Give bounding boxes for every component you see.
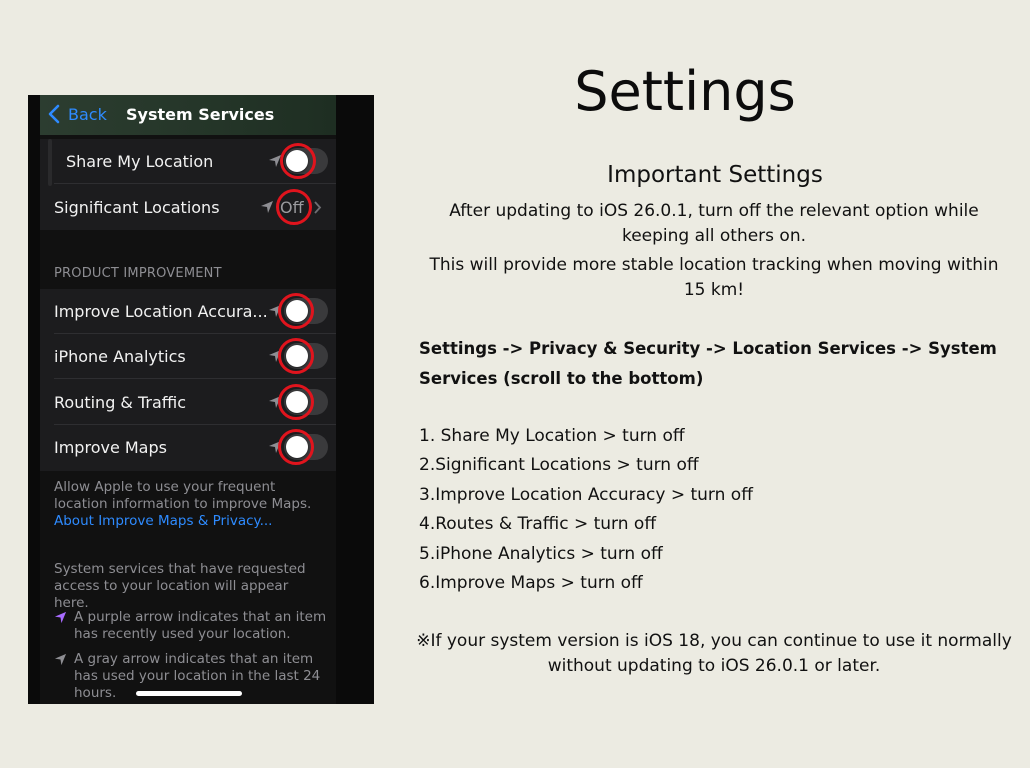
section-header: PRODUCT IMPROVEMENT	[54, 266, 222, 281]
purple-arrow-icon	[54, 611, 67, 624]
slide-title: Settings	[574, 60, 796, 123]
footer-text: Allow Apple to use your frequent location information to improve Maps.	[54, 479, 312, 512]
improve-location-accuracy-row[interactable]	[40, 289, 336, 334]
highlight-circle	[280, 143, 316, 179]
step-item: 3.Improve Location Accuracy > turn off	[419, 484, 753, 505]
highlight-circle	[278, 293, 314, 329]
step-item: 6.Improve Maps > turn off	[419, 572, 643, 593]
chevron-right-icon	[314, 201, 322, 214]
right-edge	[336, 95, 374, 704]
phone-screenshot	[28, 95, 374, 704]
row-label: Routing & Traffic	[54, 393, 187, 412]
highlight-circle	[276, 189, 312, 225]
system-services-info: System services that have requested access to your location will appear here.	[54, 561, 306, 611]
back-chevron-icon[interactable]	[46, 103, 62, 125]
step-item: 4.Routes & Traffic > turn off	[419, 514, 657, 535]
steps-list	[419, 422, 979, 598]
highlight-circle	[278, 429, 314, 465]
ios18-note: ※If your system version is iOS 18, you can continue to use it normally without updating to iOS 26.0.1 or later.	[416, 631, 1012, 676]
home-indicator	[136, 691, 242, 696]
step-item: 2.Significant Locations > turn off	[419, 455, 699, 476]
intro-paragraph: After updating to iOS 26.0.1, turn off the relevant option while keeping all others on.	[449, 201, 979, 246]
legend-text: A purple arrow indicates that an item has recently used your location.	[74, 609, 327, 642]
location-group	[40, 139, 336, 230]
step-item: 1. Share My Location > turn off	[419, 426, 685, 446]
row-label: Improve Maps	[54, 438, 167, 457]
row-label: iPhone Analytics	[54, 347, 186, 366]
settings-path: Settings -> Privacy & Security -> Location Services -> System Services (scroll to the bottom)	[419, 339, 997, 388]
highlight-circle	[278, 338, 314, 374]
row-label: Significant Locations	[54, 198, 220, 217]
left-edge	[28, 95, 40, 704]
significant-locations-value: Off	[280, 198, 304, 217]
improve-maps-footer	[54, 479, 326, 530]
legend-text: A gray arrow indicates that an item has used your location in the last 24 hours.	[74, 651, 321, 701]
improve-maps-row[interactable]	[40, 425, 336, 470]
step-item: 5.iPhone Analytics > turn off	[419, 543, 663, 564]
navigation-bar	[40, 95, 336, 135]
product-improvement-group	[40, 289, 336, 471]
routing-traffic-row[interactable]	[40, 380, 336, 425]
row-label: Share My Location	[66, 152, 214, 171]
gray-arrow-icon	[54, 653, 67, 666]
location-arrow-icon	[260, 200, 274, 214]
screen-title: System Services	[126, 105, 275, 124]
highlight-circle	[278, 384, 314, 420]
row-label: Improve Location Accura...	[54, 302, 268, 321]
significant-locations-row[interactable]	[40, 185, 336, 230]
legend-purple	[54, 609, 330, 645]
benefit-paragraph: This will provide more stable location tracking when moving within 15 km!	[429, 255, 999, 300]
share-my-location-row[interactable]	[40, 139, 336, 184]
about-improve-maps-link[interactable]: About Improve Maps & Privacy...	[54, 513, 273, 529]
slide-subtitle: Important Settings	[607, 162, 823, 188]
iphone-analytics-row[interactable]	[40, 334, 336, 379]
back-button[interactable]: Back	[68, 105, 107, 124]
